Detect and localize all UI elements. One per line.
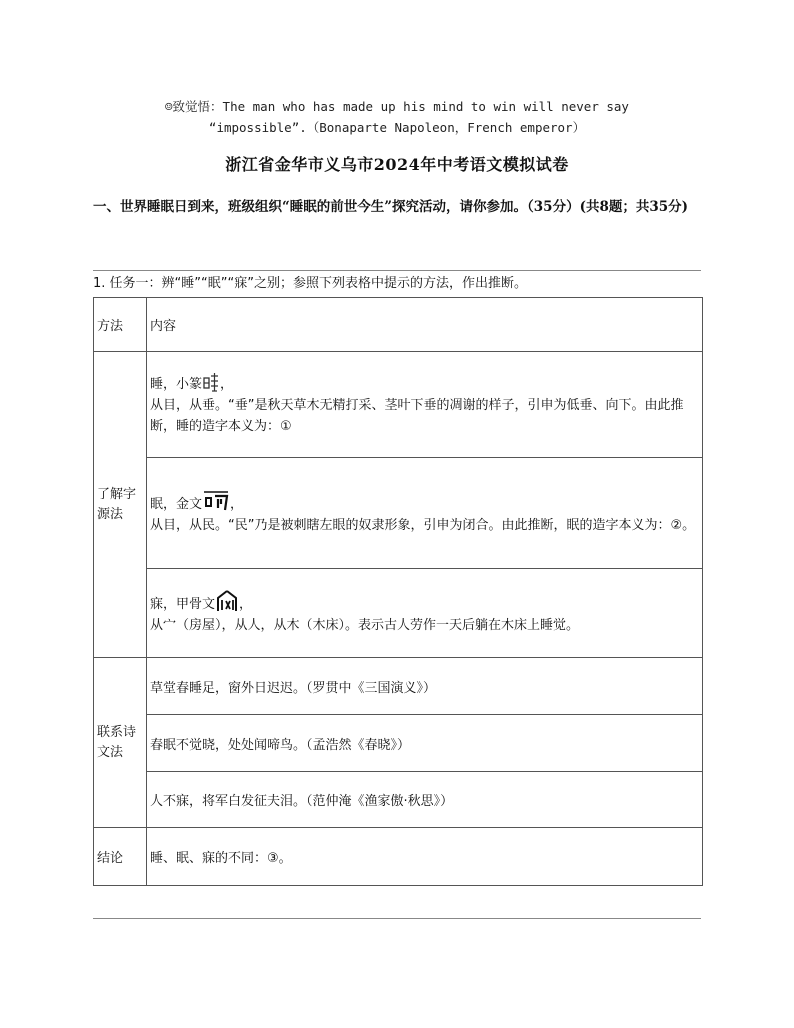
- shui-lead: 睡，小篆: [150, 377, 203, 392]
- mei-lead: 寐，甲骨文: [150, 597, 216, 612]
- table-row: [94, 569, 703, 658]
- method-conclusion: 结论: [94, 828, 147, 886]
- shui-text: 从目，从垂。“垂”是秋天草木无精打采、茎叶下垂的凋谢的样子，引申为低垂、向下。由此推断，睡的造字本义为：①: [150, 398, 684, 434]
- seal-script-shui-icon: [203, 372, 219, 392]
- motto-line-2: “impossible”.（Bonaparte Napoleon，French emperor）: [208, 120, 586, 135]
- question-1: 1. 任务一：辨“睡”“眠”“寐”之别；参照下列表格中提示的方法，作出推断。: [93, 276, 527, 291]
- content-shui: 睡，小篆 ， 从目，从垂。“垂”是秋天草木无精打采、茎叶下垂的凋谢的样子，引申为低垂、向下。由此推断，睡的造字本义为：①: [147, 352, 703, 458]
- motto: [0, 96, 794, 138]
- top-divider: [93, 270, 701, 271]
- table-row: [94, 658, 703, 715]
- mei-text: 从宀（房屋），从人，从木（木床）。表示古人劳作一天后躺在木床上睡觉。: [150, 618, 580, 633]
- method-table: [93, 297, 703, 886]
- table-row: [94, 828, 703, 886]
- motto-line-1: ☺致觉悟：The man who has made up his mind to win will never say: [165, 99, 629, 114]
- content-mian: 眠，金文 ， 从目，从民。“民”乃是被刺瞎左眼的奴隶形象，引申为闭合。由此推断，眠的造字本义为：②。: [147, 458, 703, 569]
- header-content: 内容: [147, 298, 703, 352]
- table-row: [94, 458, 703, 569]
- table-header-row: [94, 298, 703, 352]
- method-poetry: 联系诗文法: [94, 658, 147, 828]
- exam-title: 浙江省金华市义乌市2024年中考语文模拟试卷: [225, 155, 569, 174]
- method-etymology: 了解字源法: [94, 352, 147, 658]
- table-row: [94, 772, 703, 828]
- bronze-script-mian-icon: [203, 490, 229, 512]
- content-mei: 寐，甲骨文 ， 从宀（房屋），从人，从木（木床）。表示古人劳作一天后躺在木床上睡觉。: [147, 569, 703, 658]
- conclusion-text: 睡、眠、寐的不同：③。: [147, 828, 703, 886]
- poem-line-1: 草堂春睡足，窗外日迟迟。（罗贯中《三国演义》）: [147, 658, 703, 715]
- mian-text: 从目，从民。“民”乃是被刺瞎左眼的奴隶形象，引申为闭合。由此推断，眠的造字本义为：②。: [150, 518, 696, 533]
- poem-line-2: 春眠不觉晓，处处闻啼鸟。（孟浩然《春晓》）: [147, 715, 703, 772]
- section-heading: 一、世界睡眠日到来，班级组织“睡眠的前世今生”探究活动，请你参加。（35分）(共8题；共35分): [93, 199, 689, 215]
- poem-line-3: 人不寐，将军白发征夫泪。（范仲淹《渔家傲·秋思》）: [147, 772, 703, 828]
- oracle-script-mei-icon: [216, 590, 238, 612]
- header-method: 方法: [94, 298, 147, 352]
- mian-lead: 眠，金文: [150, 497, 203, 512]
- table-row: [94, 352, 703, 458]
- bottom-divider: [93, 918, 701, 919]
- table-row: [94, 715, 703, 772]
